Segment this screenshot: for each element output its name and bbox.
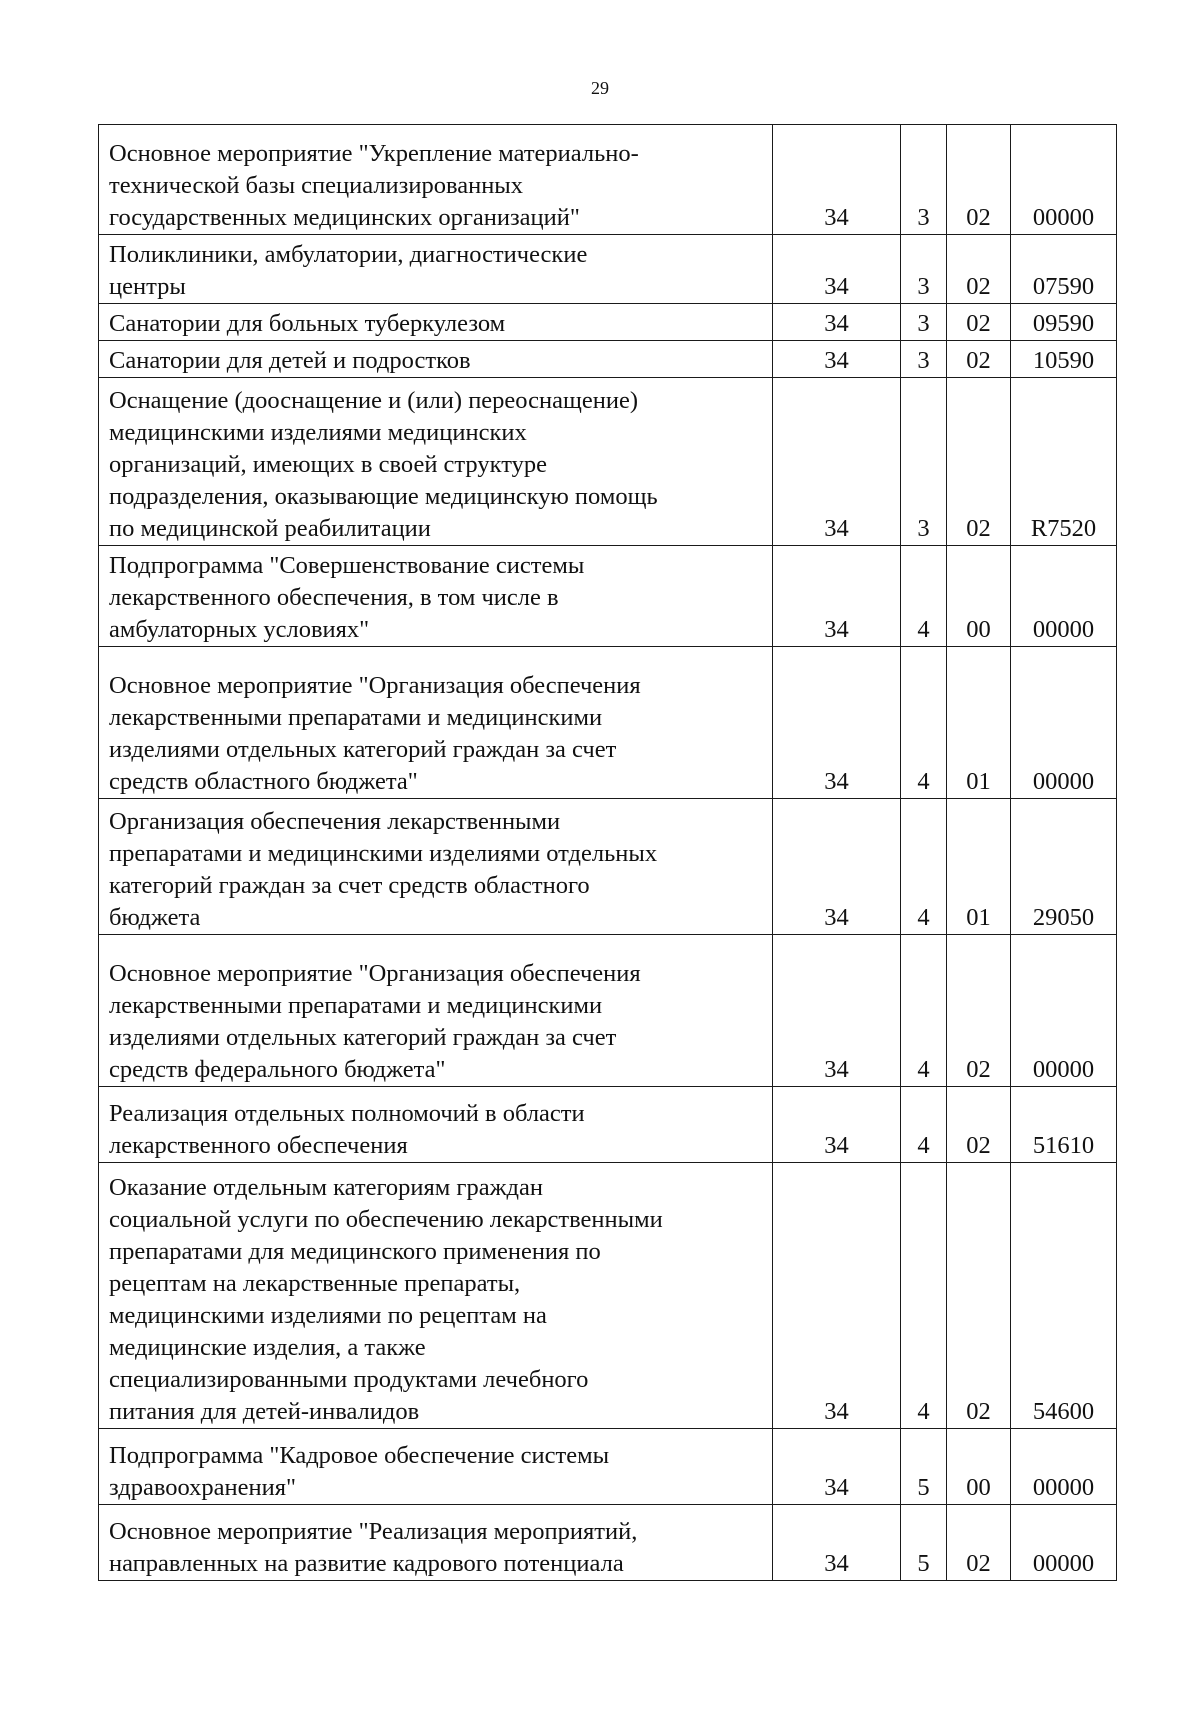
event-code-cell: 01 [947, 799, 1011, 935]
row-name-cell: Подпрограмма "Совершенствование системы лекарственного обеспечения, в том числе в амбулаторных условиях" [99, 546, 773, 647]
table-row [99, 341, 1117, 378]
subprogram-code-cell: 3 [901, 341, 947, 378]
program-code-cell: 34 [773, 378, 901, 546]
subprogram-code-cell: 3 [901, 378, 947, 546]
subprogram-code-cell: 3 [901, 304, 947, 341]
direction-code-cell: 00000 [1011, 546, 1117, 647]
subprogram-code-cell: 3 [901, 235, 947, 304]
program-code-cell: 34 [773, 125, 901, 235]
event-code-cell: 02 [947, 1505, 1011, 1581]
event-code-cell: 02 [947, 125, 1011, 235]
program-code-cell: 34 [773, 647, 901, 799]
program-code-cell: 34 [773, 1087, 901, 1163]
row-name-cell: Организация обеспечения лекарственными препаратами и медицинскими изделиями отдельных категорий граждан за счет средств областного бюджета [99, 799, 773, 935]
table-row [99, 935, 1117, 1087]
table-row [99, 1163, 1117, 1429]
program-code-cell: 34 [773, 235, 901, 304]
subprogram-code-cell: 4 [901, 799, 947, 935]
budget-classification-table [98, 124, 1117, 1581]
table-row [99, 1087, 1117, 1163]
subprogram-code-cell: 4 [901, 647, 947, 799]
row-name-cell: Реализация отдельных полномочий в области лекарственного обеспечения [99, 1087, 773, 1163]
event-code-cell: 00 [947, 546, 1011, 647]
program-code-cell: 34 [773, 341, 901, 378]
row-name-cell: Поликлиники, амбулатории, диагностические центры [99, 235, 773, 304]
row-name-cell: Санатории для больных туберкулезом [99, 304, 773, 341]
program-code-cell: 34 [773, 1429, 901, 1505]
table-row [99, 647, 1117, 799]
direction-code-cell: 10590 [1011, 341, 1117, 378]
row-name-cell: Основное мероприятие "Организация обеспечения лекарственными препаратами и медицинскими изделиями отдельных категорий граждан за счет средств федерального бюджета" [99, 935, 773, 1087]
subprogram-code-cell: 5 [901, 1429, 947, 1505]
table-row [99, 304, 1117, 341]
event-code-cell: 02 [947, 1163, 1011, 1429]
direction-code-cell: 00000 [1011, 647, 1117, 799]
table-row [99, 546, 1117, 647]
row-name-cell: Санатории для детей и подростков [99, 341, 773, 378]
row-name-cell: Оказание отдельным категориям граждан социальной услуги по обеспечению лекарственными препаратами для медицинского применения по рецептам на лекарственные препараты, медицинскими изделиями по рецептам на медицинские изделия, а также специализированными продуктами лечебного питания для детей-инвалидов [99, 1163, 773, 1429]
event-code-cell: 02 [947, 1087, 1011, 1163]
event-code-cell: 00 [947, 1429, 1011, 1505]
table-row [99, 125, 1117, 235]
program-code-cell: 34 [773, 1163, 901, 1429]
program-code-cell: 34 [773, 546, 901, 647]
direction-code-cell: R7520 [1011, 378, 1117, 546]
direction-code-cell: 51610 [1011, 1087, 1117, 1163]
direction-code-cell: 07590 [1011, 235, 1117, 304]
direction-code-cell: 00000 [1011, 1429, 1117, 1505]
subprogram-code-cell: 4 [901, 546, 947, 647]
subprogram-code-cell: 4 [901, 1163, 947, 1429]
program-code-cell: 34 [773, 935, 901, 1087]
row-name-cell: Подпрограмма "Кадровое обеспечение системы здравоохранения" [99, 1429, 773, 1505]
table-row [99, 1505, 1117, 1581]
subprogram-code-cell: 4 [901, 935, 947, 1087]
table-row [99, 378, 1117, 546]
row-name-cell: Основное мероприятие "Организация обеспечения лекарственными препаратами и медицинскими изделиями отдельных категорий граждан за счет средств областного бюджета" [99, 647, 773, 799]
table-row [99, 235, 1117, 304]
row-name-cell: Основное мероприятие "Укрепление материально- технической базы специализированных государственных медицинских организаций" [99, 125, 773, 235]
event-code-cell: 02 [947, 235, 1011, 304]
table-row [99, 799, 1117, 935]
event-code-cell: 02 [947, 304, 1011, 341]
subprogram-code-cell: 3 [901, 125, 947, 235]
event-code-cell: 02 [947, 378, 1011, 546]
table-row [99, 1429, 1117, 1505]
row-name-cell: Оснащение (дооснащение и (или) переоснащение) медицинскими изделиями медицинских организаций, имеющих в своей структуре подразделения, оказывающие медицинскую помощь по медицинской реабилитации [99, 378, 773, 546]
page-number: 29 [591, 78, 609, 98]
subprogram-code-cell: 4 [901, 1087, 947, 1163]
program-code-cell: 34 [773, 1505, 901, 1581]
event-code-cell: 02 [947, 341, 1011, 378]
subprogram-code-cell: 5 [901, 1505, 947, 1581]
direction-code-cell: 00000 [1011, 935, 1117, 1087]
event-code-cell: 02 [947, 935, 1011, 1087]
program-code-cell: 34 [773, 304, 901, 341]
direction-code-cell: 29050 [1011, 799, 1117, 935]
direction-code-cell: 00000 [1011, 125, 1117, 235]
program-code-cell: 34 [773, 799, 901, 935]
row-name-cell: Основное мероприятие "Реализация мероприятий, направленных на развитие кадрового потенциала [99, 1505, 773, 1581]
direction-code-cell: 54600 [1011, 1163, 1117, 1429]
direction-code-cell: 09590 [1011, 304, 1117, 341]
direction-code-cell: 00000 [1011, 1505, 1117, 1581]
event-code-cell: 01 [947, 647, 1011, 799]
